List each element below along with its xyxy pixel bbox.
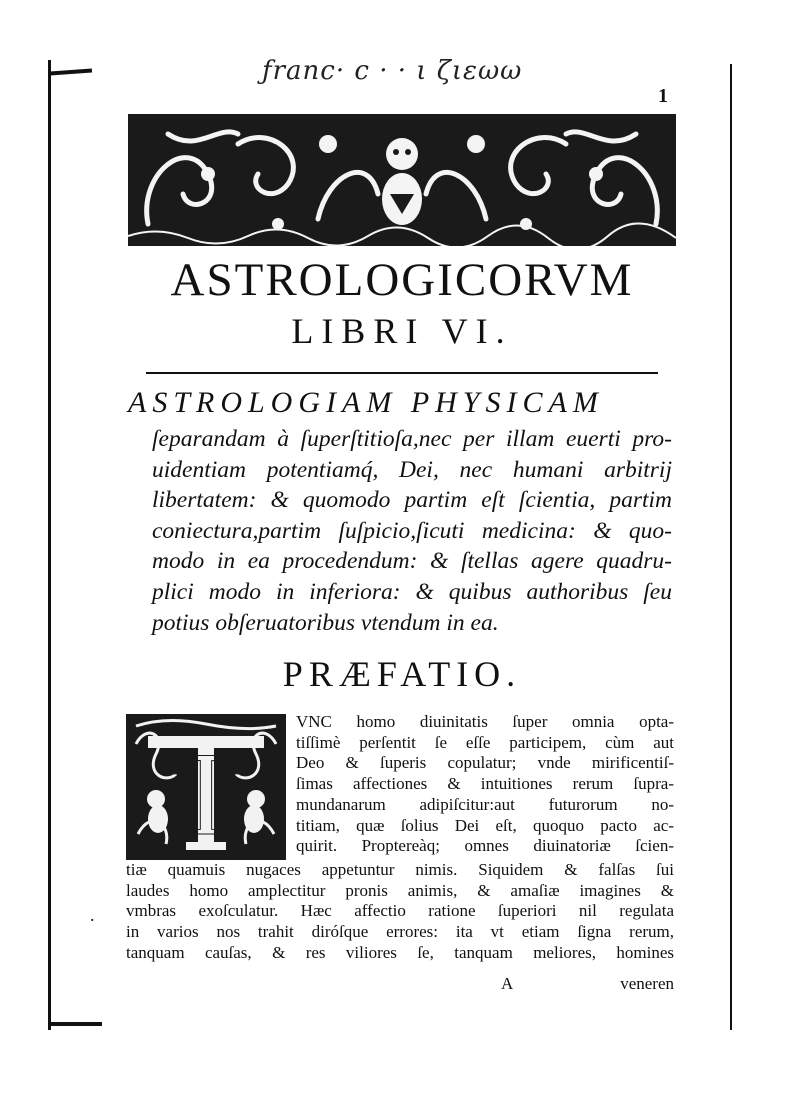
body-text <box>126 860 674 964</box>
body-line: tanquam cauſas, & res viliores ſe, tanquam meliores, homines <box>126 942 674 962</box>
body-line: titiam, quæ ſolius Dei eſt, quoquo pacto ac- <box>296 815 674 835</box>
page-footer <box>126 974 674 996</box>
body-line: Deo & ſuperis copulatur; vnde mirificentiſ- <box>296 753 674 773</box>
book-subtitle: LIBRI VI. <box>291 311 513 351</box>
left-edge-mark-bottom <box>50 1022 102 1026</box>
heading-line: potius obſeruatoribus vtendum in ea. <box>152 609 499 636</box>
body-line: in varios nos trahit diróſque errores: ita vt etiam ſigna rerum, <box>126 922 674 942</box>
catchword: veneren <box>620 974 674 993</box>
body-text-beside-initial <box>296 712 674 857</box>
decorated-initial <box>126 714 286 860</box>
body-line: tiæ quamuis nugaces appetuntur nimis. Siquidem & falſas ſui <box>126 860 674 879</box>
section-title: PRÆFATIO. <box>282 654 522 694</box>
right-page-edge <box>730 64 732 1030</box>
heading-line: modo in ea procedendum: & ſtellas agere quadru- <box>152 548 672 575</box>
headpiece-ornament <box>128 114 676 246</box>
heading-line: libertatem: & quomodo partim eſt ſcientia, partim <box>152 487 672 514</box>
body-line: vmbras exoſculatur. Hæc affectio ratione ſuperiori nil regulata <box>126 901 674 921</box>
heading-line: uidentiam potentiamq́, Dei, nec humani arbitrij <box>152 456 672 483</box>
body-line: ſimas affectiones & intuitiones rerum ſupra- <box>296 774 674 794</box>
signature-mark: A <box>501 974 514 993</box>
chapter-heading-lead: ASTROLOGIAM PHYSICAM <box>128 386 604 419</box>
chapter-heading-text <box>152 424 672 638</box>
body-line: mundanarum adipiſcitur:aut futurorum no- <box>296 794 674 814</box>
page-number: 1 <box>658 85 668 107</box>
title-rule <box>146 372 658 374</box>
left-edge-mark <box>50 69 92 76</box>
body-line: laudes homo amplectitur pronis animis, & amaſiæ imagines & <box>126 880 674 900</box>
heading-line: coniectura,partim ſuſpicio,ſicuti medicina: & quo- <box>152 517 672 544</box>
initial-letter: T <box>169 727 243 860</box>
book-title: ASTROLOGICORVM <box>170 254 634 306</box>
margin-dot: . <box>90 905 95 925</box>
heading-line: ſeparandam à ſuperſtitioſa,nec per illam euerti pro- <box>152 426 672 452</box>
body-line: VNC homo diuinitatis ſuper omnia opta- <box>296 712 674 731</box>
heading-line: plici modo in inferiora: & quibus authoribus ſeu <box>152 578 672 605</box>
body-line: tiſſimè perſentit ſe eſſe participem, cùm aut <box>296 732 674 752</box>
handwritten-inscription: ƒranc· c · · ι ζιεωω <box>262 56 523 86</box>
body-line: quirit. Proptereàq; omnes diuinatoriæ ſcien- <box>296 836 674 856</box>
left-page-edge <box>48 60 51 1030</box>
